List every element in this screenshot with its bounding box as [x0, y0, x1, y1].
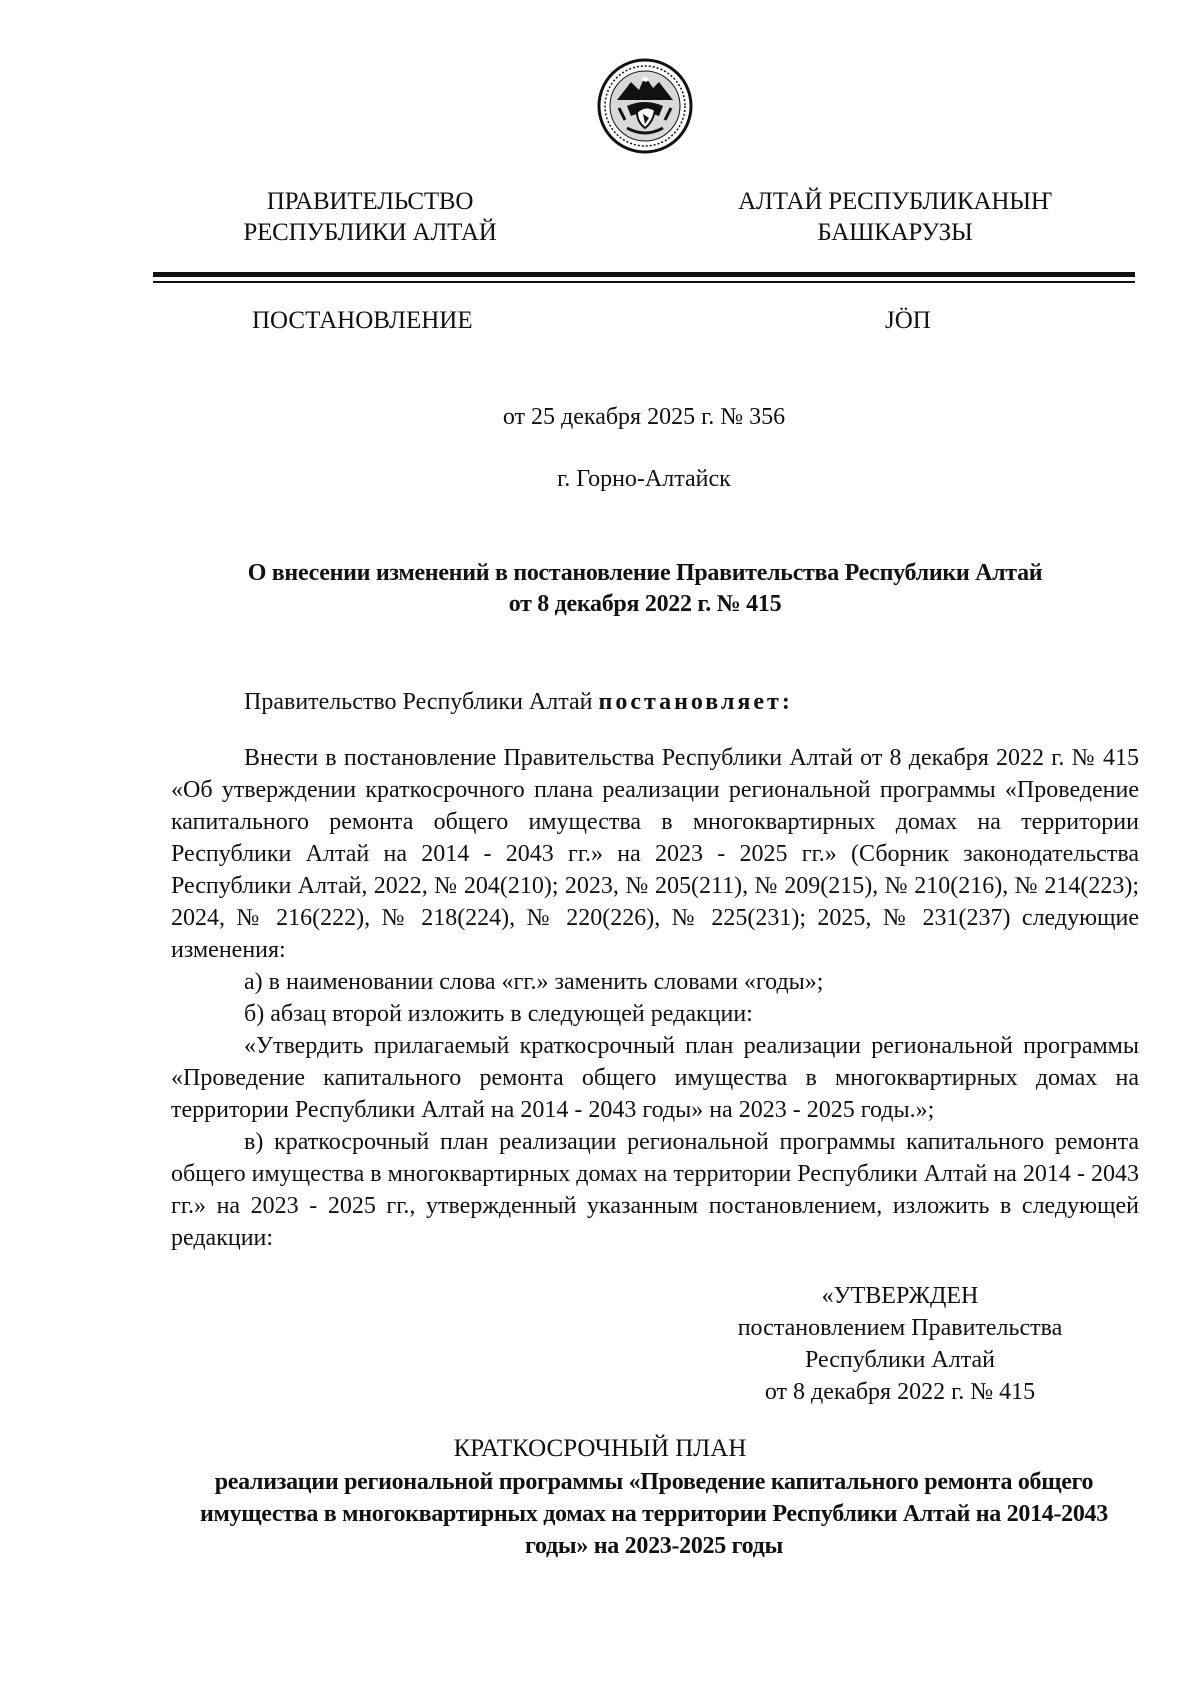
document-title-line1: О внесении изменений в постановление Правительства Республики Алтай: [247, 560, 1043, 586]
approval-line3: Республики Алтай: [805, 1347, 995, 1373]
government-name-ru-line1: ПРАВИТЕЛЬСТВО: [266, 188, 474, 215]
document-title: [200, 558, 1090, 620]
prelude-text: Правительство Республики Алтай: [244, 689, 599, 715]
approval-line4: от 8 декабря 2022 г. № 415: [764, 1379, 1036, 1405]
government-name-alt: [725, 186, 1065, 248]
body-paragraph: а) в наименовании слова «гг.» заменить словами «годы»;: [244, 969, 824, 995]
approval-line2: постановлением Правительства: [737, 1315, 1063, 1341]
decree-dateline: от 25 декабря 2025 г. № 356: [502, 404, 786, 430]
government-name-alt-line1: АЛТАЙ РЕСПУБЛИКАНЫҤ: [738, 188, 1052, 215]
document-title-line2: от 8 декабря 2022 г. № 415: [508, 591, 782, 617]
plan-title: КРАТКОСРОЧНЫЙ ПЛАН: [453, 1435, 747, 1462]
header-divider-thick: [153, 272, 1135, 277]
decree-city: г. Горно-Алтайск: [557, 466, 731, 492]
header-divider-thin: [153, 281, 1135, 283]
government-name-ru: [200, 186, 540, 248]
decree-type-ru: ПОСТАНОВЛЕНИЕ: [252, 307, 473, 334]
plan-subtitle: реализации региональной программы «Проведение капитального ремонта общего имущества в многоквартирных домах на территории Республики Алтай на 2014-2043 годы» на 2023-2025 годы: [200, 1469, 1108, 1559]
body-paragraph: в) краткосрочный план реализации региональной программы капитального ремонта общего имущества в многоквартирных домах на территории Республики Алтай на 2014 - 2043 гг.» на 2023 - 2025 гг., утвержденный указанным постановлением, изложить в следующей редакции:: [171, 1129, 1139, 1251]
body-paragraph: «Утвердить прилагаемый краткосрочный план реализации региональной программы «Проведение капитального ремонта общего имущества в многоквартирных домах на территории Республики Алтай на 2014 - 2043 годы» на 2023 - 2025 годы.»;: [171, 1033, 1139, 1123]
prelude-emphasis: постановляет:: [598, 689, 793, 715]
document-body: [171, 742, 1139, 1254]
approval-line1: «УТВЕРЖДЕН: [821, 1283, 979, 1309]
coat-of-arms-emblem: [597, 58, 693, 154]
government-name-ru-line2: РЕСПУБЛИКИ АЛТАЙ: [243, 219, 497, 246]
approval-stamp-block: [720, 1280, 1080, 1408]
government-name-alt-line2: БАШКАРУЗЫ: [817, 219, 973, 246]
body-paragraph: б) абзац второй изложить в следующей редакции:: [244, 1001, 753, 1027]
body-paragraph: Внести в постановление Правительства Республики Алтай от 8 декабря 2022 г. № 415 «Об утверждении краткосрочного плана реализации региональной программы «Проведение капитального ремонта общего имущества в многоквартирных домах на территории Республики Алтай на 2014 - 2043 гг.» на 2023 - 2025 гг.» (Сборник законодательства Республики Алтай, 2022, № 204(210); 2023, № 205(211), № 209(215), № 210(216), № 214(223); 2024, № 216(222), № 218(224), № 220(226), № 225(231); 2025, № 231(237) следующие изменения:: [171, 745, 1139, 963]
prelude-statement: [244, 686, 793, 718]
decree-type-alt: JӦП: [885, 307, 931, 334]
